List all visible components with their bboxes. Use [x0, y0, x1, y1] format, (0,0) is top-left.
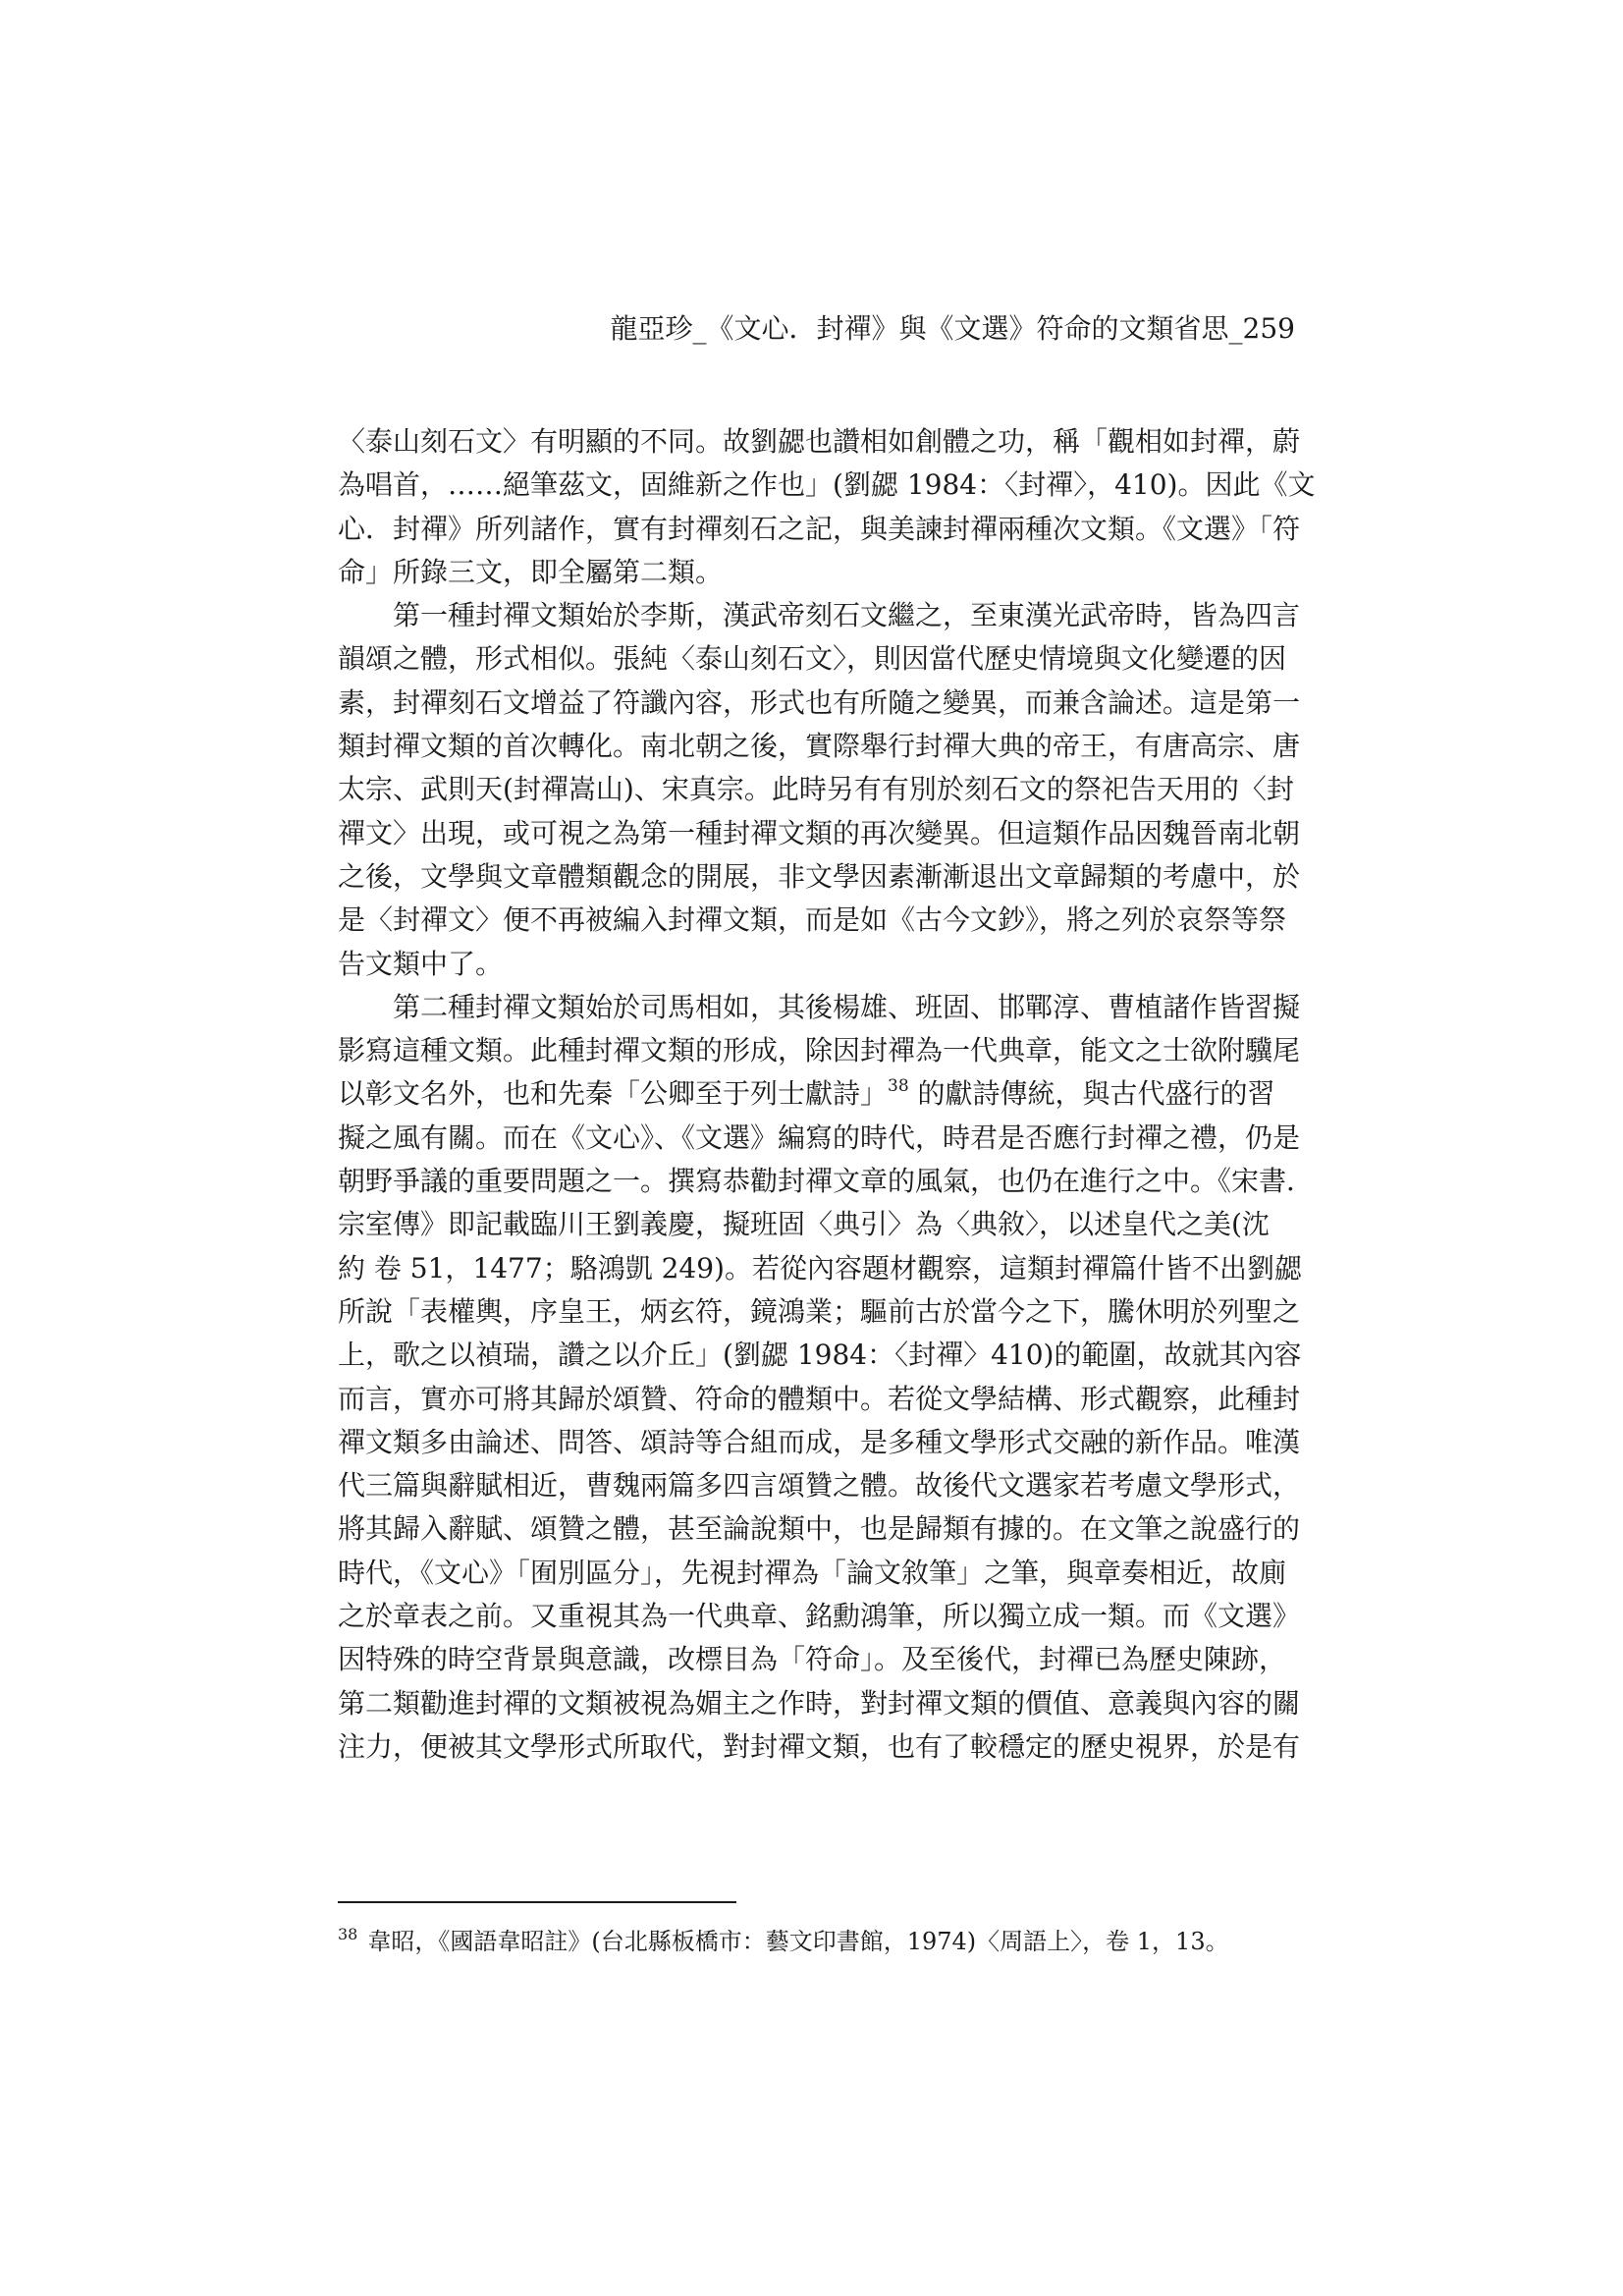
text-line: 告文類中了。: [338, 947, 504, 980]
text-line: 韻頌之體，形式相似。張純〈泰山刻石文〉，則因當代歷史情境與文化變遷的因: [338, 642, 1287, 676]
text-line: 朝野爭議的重要問題之一。撰寫恭勸封禪文章的風氣，也仍在進行之中。《宋書．: [338, 1165, 1315, 1198]
footnote-separator: [338, 1901, 736, 1903]
text-segment: 的獻詩傳統，與古代盛行的習: [908, 1077, 1275, 1111]
text-line: 禪文類多由論述、問答、頌詩等合組而成，是多種文學形式交融的新作品。唯漢: [338, 1425, 1301, 1458]
text-line: 而言，實亦可將其歸於頌贊、符命的體類中。若從文學結構、形式觀察，此種封: [338, 1382, 1301, 1415]
text-line: 代三篇與辭賦相近，曹魏兩篇多四言頌贊之體。故後代文選家若考慮文學形式，: [338, 1469, 1301, 1503]
text-line: 〈泰山刻石文〉有明顯的不同。故劉勰也讚相如創體之功，稱「觀相如封禪，蔚: [338, 425, 1301, 458]
text-line: 之後，文學與文章體類觀念的開展，非文學因素漸漸退出文章歸類的考慮中，於: [338, 859, 1301, 893]
text-line: 太宗、武則天(封禪嵩山)、宋真宗。此時另有有別於刻石文的祭祀告天用的〈封: [338, 773, 1294, 806]
text-segment: 以彰文名外，也和先秦「公卿至于列士獻詩」: [338, 1077, 889, 1111]
text-line: 是〈封禪文〉便不再被編入封禪文類，而是如《古今文鈔》，將之列於哀祭等祭: [338, 903, 1287, 937]
main-text: [338, 420, 1316, 1769]
text-line: 約 卷 51，1477；駱鴻凱 249)。若從內容題材觀察，這類封禪篇什皆不出劉勰: [338, 1251, 1302, 1285]
text-line: 擬之風有關。而在《文心》、《文選》編寫的時代，時君是否應行封禪之禮，仍是: [338, 1121, 1301, 1154]
text-line: 影寫這種文類。此種封禪文類的形成，除因封禪為一代典章，能文之士欲附驥尾: [338, 1034, 1301, 1067]
footnote: [338, 1925, 1295, 1958]
text-line: 命」所錄三文，即全屬第二類。: [338, 555, 724, 588]
paragraph-start-line: 第一種封禪文類始於李斯，漢武帝刻石文繼之，至東漢光武帝時，皆為四言: [393, 599, 1301, 632]
footnote-number: 38: [338, 1925, 358, 1943]
footnote-reference[interactable]: 38: [888, 1076, 909, 1097]
text-line: 注力，便被其文學形式所取代，對封禪文類，也有了較穩定的歷史視界，於是有: [338, 1729, 1301, 1763]
text-line: 禪文〉出現，或可視之為第一種封禪文類的再次變異。但這類作品因魏晉南北朝: [338, 816, 1301, 849]
running-header: 龍亞珍_《文心．封禪》與《文選》符命的文類省思_259: [610, 312, 1295, 345]
footnote-text: 韋昭，《國語韋昭註》(台北縣板橋市：藝文印書館，1974)〈周語上〉，卷 1，13。: [367, 1928, 1229, 1955]
text-line: 因特殊的時空背景與意識，改標目為「符命」。及至後代，封禪已為歷史陳跡，: [338, 1643, 1287, 1676]
text-line: 將其歸入辭賦、頌贊之體，甚至論說類中，也是歸類有據的。在文筆之說盛行的: [338, 1512, 1301, 1546]
paragraph-start-line: 第二種封禪文類始於司馬相如，其後楊雄、班固、邯鄲淳、曹植諸作皆習擬: [393, 990, 1301, 1023]
text-line: 第二類勸進封禪的文類被視為媚主之作時，對封禪文類的價值、意義與內容的關: [338, 1686, 1301, 1720]
text-line: 心．封禪》所列諸作，實有封禪刻石之記，與美諫封禪兩種次文類。《文選》「符: [338, 512, 1301, 545]
text-line: 類封禪文類的首次轉化。南北朝之後，實際舉行封禪大典的帝王，有唐高宗、唐: [338, 730, 1301, 763]
text-line-with-footnote-ref: [338, 1072, 1295, 1116]
text-line: 宗室傳》即記載臨川王劉義慶，擬班固〈典引〉為〈典敘〉，以述皇代之美(沈: [338, 1208, 1270, 1241]
text-line: 之於章表之前。又重視其為一代典章、銘勳鴻筆，所以獨立成一類。而《文選》: [338, 1600, 1301, 1633]
text-line: 素，封禪刻石文增益了符讖內容，形式也有所隨之變異，而兼含論述。這是第一: [338, 685, 1301, 719]
text-line: 為唱首，……絕筆茲文，固維新之作也」(劉勰 1984：〈封禪〉，410)。因此《文: [338, 468, 1316, 502]
text-line: 上，歌之以禎瑞，讚之以介丘」(劉勰 1984：〈封禪〉410)的範圍，故就其內容: [338, 1339, 1302, 1372]
text-line: 時代，《文心》「囿別區分」，先視封禪為「論文敘筆」之筆，與章奏相近，故廁: [338, 1556, 1287, 1589]
text-line: 所說「表權輿，序皇王，炳玄符，鏡鴻業；驅前古於當今之下，騰休明於列聖之: [338, 1294, 1301, 1328]
